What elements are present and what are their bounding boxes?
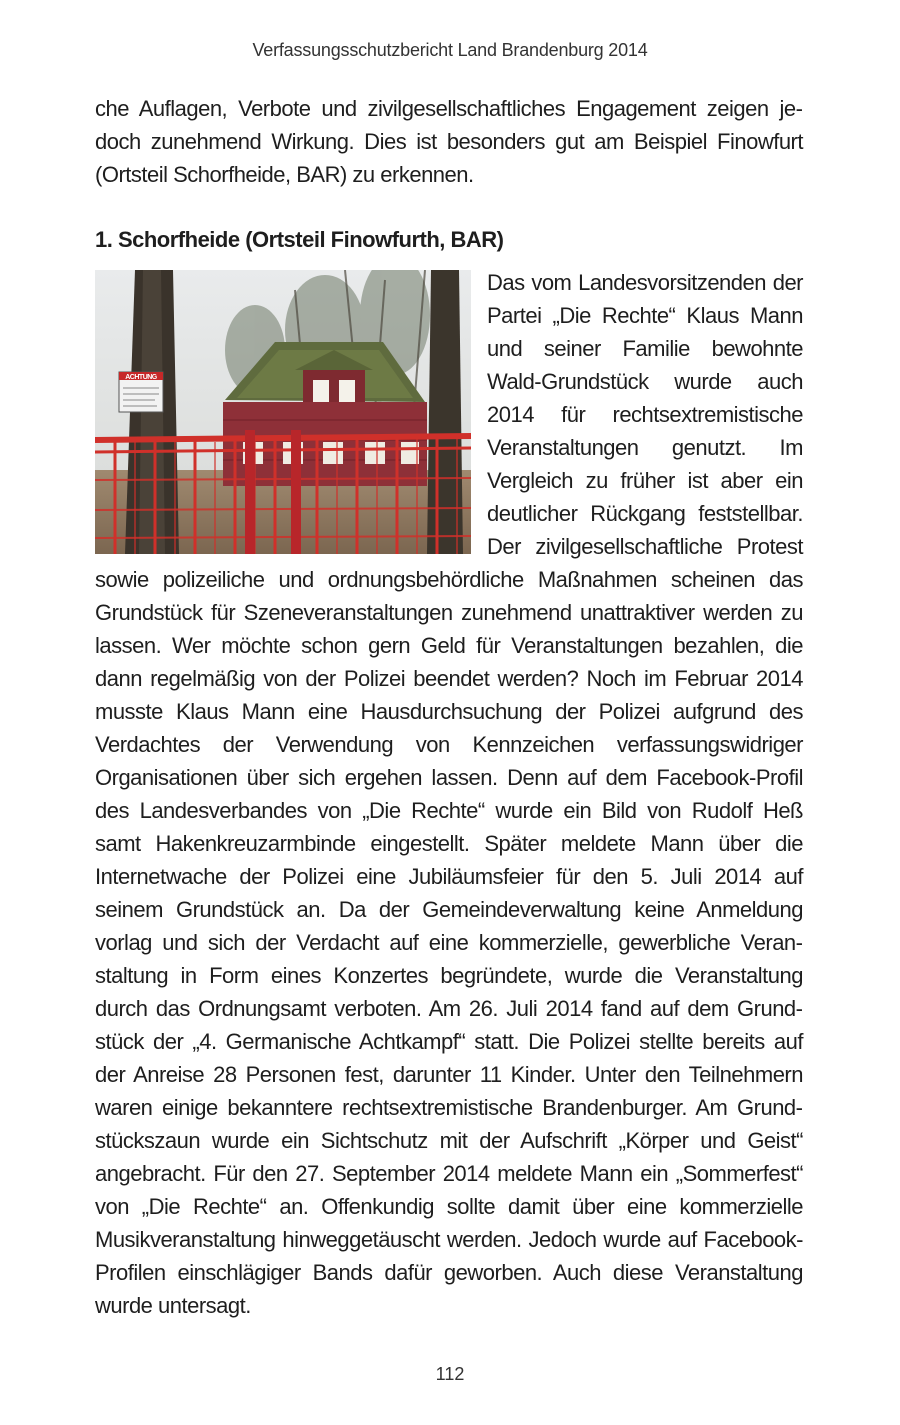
running-header: Verfassungsschutzbericht Land Brandenburg 2014 <box>252 40 648 60</box>
house-photo <box>95 270 471 554</box>
page-number: 112 <box>435 1364 465 1384</box>
photo-sign-text: ACHTUNG <box>125 374 157 381</box>
text-column <box>95 92 803 1322</box>
section-heading: 1. Schorfheide (Ortsteil Finowfurth, BAR) <box>95 227 504 252</box>
intro-paragraph: che Auflagen, Verbote und zivilgesellschaftliches Engagement zeigen jedoch zunehmend Wirkung. Dies ist besonders gut am Beispiel Finowfurt (Ortsteil Schorfheide, BAR) zu erkennen. <box>95 96 803 187</box>
section-paragraph: Das vom Landesvorsitzenden der Partei „Die Rechte“ Klaus Mann und seiner Familie bewohnte Wald-Grundstück wurde auch 2014 für rechtsextremistische Veranstaltungen genutzt. Im Vergleich zu früher ist aber ein deutlicher Rückgang feststellbar. Der zivilgesellschaftliche Protest sowie polizeiliche und ordnungsbehördliche Maßnahmen scheinen das Grundstück für Szeneveranstaltungen zunehmend unattraktiver werden zu lassen. Wer möchte schon gern Geld für Veranstaltungen bezahlen, die dann regelmäßig von der Polizei beendet werden? Noch im Februar 2014 musste Klaus Mann eine Hausdurchsuchung der Polizei aufgrund des Verdachtes der Verwendung von Kennzeichen verfassungswidriger Organisationen über sich ergehen lassen. Denn auf dem Facebook-Profil des Landesverbandes von „Die Rechte“ wurde ein Bild von Rudolf Heß samt Hakenkreuzarmbinde eingestellt. Später meldete Mann über die Internetwache der Polizei eine Jubiläumsfeier für den 5. Juli 2014 auf seinem Grundstück an. Da der Gemeindeverwaltung keine Anmeldung vorlag und sich der Verdacht auf eine kommerzielle, gewerbliche Veranstaltung in Form eines Konzertes begründete, wurde die Veranstaltung durch das Ordnungsamt verboten. Am 26. Juli 2014 fand auf dem Grundstück der „4. Germanische Achtkampf“ statt. Die Polizei stellte bereits auf der Anreise 28 Personen fest, darunter 11 Kinder. Unter den Teilnehmern waren einige bekanntere rechtsextremistische Brandenburger. Am Grundstückszaun wurde ein Sichtschutz mit der Aufschrift „Körper und Geist“ angebracht. Für den 27. September 2014 meldete Mann ein „Sommerfest“ von „Die Rechte“ an. Offenkundig sollte damit über eine kommerzielle Musikveranstaltung hinweggetäuscht werden. Jedoch wurde auf Facebook-Profilen einschlägiger Bands dafür geworben. Auch diese Veranstaltung wurde untersagt. <box>95 270 803 1318</box>
